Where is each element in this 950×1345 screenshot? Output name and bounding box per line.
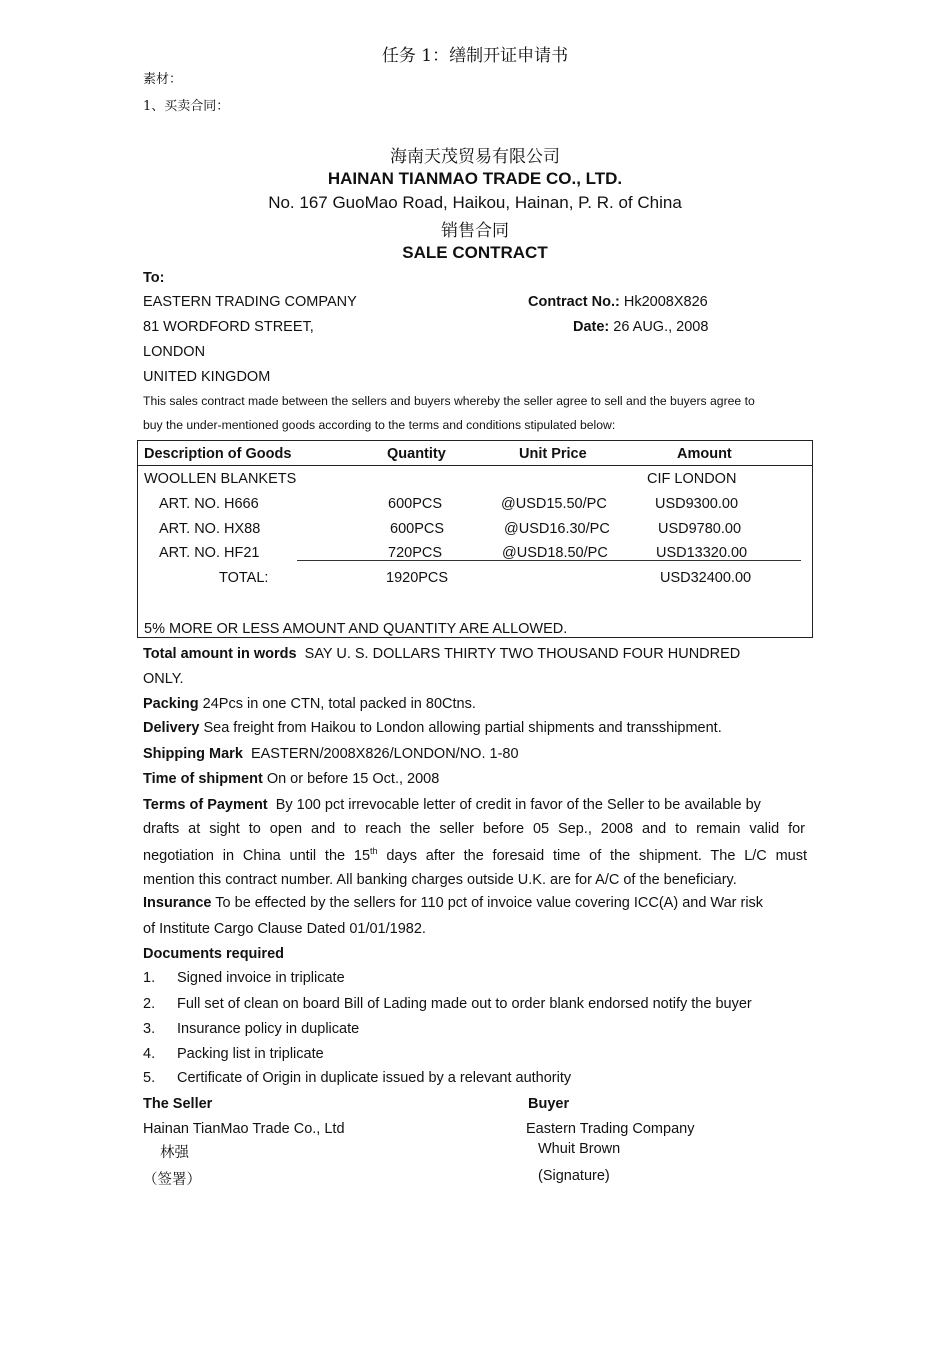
document-item-number: 1. — [143, 970, 156, 986]
payment-line: mention this contract number. All banking charges outside U.K. are for A/C of the beneficiary. — [143, 872, 737, 888]
goods-table — [137, 440, 813, 638]
contract-title-en: SALE CONTRACT — [402, 243, 548, 262]
header-amount: Amount — [677, 446, 732, 462]
packing-clause — [143, 696, 476, 712]
buyer-address-line: EASTERN TRADING COMPANY — [143, 294, 357, 310]
seller-label: The Seller — [143, 1096, 213, 1112]
buyer-signature-note: (Signature) — [538, 1168, 610, 1184]
payment-clause — [143, 797, 761, 813]
insurance-label: Insurance — [143, 895, 212, 911]
intro-line: This sales contract made between the sellers and buyers whereby the seller agree to sell and the buyers agree to — [143, 394, 755, 408]
document-item: Signed invoice in triplicate — [177, 970, 345, 986]
contract-no-label: Contract No.: — [528, 294, 620, 310]
tolerance-note: 5% MORE OR LESS AMOUNT AND QUANTITY ARE ALLOWED. — [144, 621, 568, 637]
document-item-number: 5. — [143, 1070, 156, 1086]
seller-signature-note: （签署） — [143, 1172, 201, 1188]
contract-title-cn: 销售合同 — [441, 221, 509, 241]
document-item: Full set of clean on board Bill of Lading made out to order blank endorsed notify the buyer — [177, 996, 752, 1012]
table-row-qty: 600PCS — [390, 521, 445, 537]
shipment-time-label: Time of shipment — [143, 771, 263, 787]
table-row-art: ART. NO. HX88 — [159, 521, 261, 537]
delivery-value: Sea freight from Haikou to London allowing partial shipments and transshipment. — [203, 720, 722, 736]
payment-line: drafts at sight to open and to reach the seller before 05 Sep., 2008 and to remain valid for — [143, 821, 805, 837]
shipping-mark-value: EASTERN/2008X826/LONDON/NO. 1-80 — [250, 746, 519, 762]
intro-line: buy the under-mentioned goods according to the terms and conditions stipulated below: — [143, 418, 616, 432]
packing-label: Packing — [143, 696, 199, 712]
date-value: 26 AUG., 2008 — [613, 319, 709, 335]
delivery-label: Delivery — [143, 720, 200, 736]
header-quantity: Quantity — [387, 446, 446, 462]
document-item: Insurance policy in duplicate — [177, 1021, 360, 1037]
total-amount: USD32400.00 — [660, 570, 752, 586]
company-name-cn: 海南天茂贸易有限公司 — [390, 147, 560, 167]
table-row-price: @USD15.50/PC — [501, 496, 607, 512]
table-row-price: @USD16.30/PC — [504, 521, 610, 537]
documents-heading: Documents required — [143, 946, 284, 962]
contract-no-value: Hk2008X826 — [623, 294, 708, 310]
shipment-time-value: On or before 15 Oct., 2008 — [266, 771, 440, 787]
buyer-label: Buyer — [528, 1096, 570, 1112]
total-label: TOTAL: — [219, 570, 269, 586]
packing-value: 24Pcs in one CTN, total packed in 80Ctns. — [202, 696, 476, 712]
buyer-signer: Whuit Brown — [538, 1141, 621, 1157]
shipping-mark-clause — [143, 746, 519, 762]
insurance-line: To be effected by the sellers for 110 pct of invoice value covering ICC(A) and War risk — [215, 895, 764, 911]
seller-signer: 林强 — [160, 1145, 189, 1161]
document-item: Certificate of Origin in duplicate issued by a relevant authority — [177, 1070, 572, 1086]
insurance-line: of Institute Cargo Clause Dated 01/01/1982. — [143, 921, 426, 937]
buyer-address-line: LONDON — [143, 344, 206, 360]
material-item: 1、买卖合同： — [143, 99, 230, 114]
buyer-address-line: UNITED KINGDOM — [143, 369, 271, 385]
table-row-amount: USD9300.00 — [655, 496, 739, 512]
total-words-label: Total amount in words — [143, 646, 297, 662]
insurance-clause — [143, 895, 763, 911]
table-row-price: @USD18.50/PC — [502, 545, 608, 561]
total-quantity: 1920PCS — [386, 570, 449, 586]
table-row-amount: USD9780.00 — [658, 521, 742, 537]
to-label: To: — [143, 270, 165, 286]
contract-number — [528, 294, 708, 310]
header-description: Description of Goods — [144, 446, 292, 462]
table-row-art: ART. NO. HF21 — [159, 545, 260, 561]
total-words-continued: ONLY. — [143, 671, 184, 687]
task-title: 任务 1：缮制开证申请书 — [381, 46, 569, 66]
document-item-number: 2. — [143, 996, 156, 1012]
document-item: Packing list in triplicate — [177, 1046, 324, 1062]
payment-line-part: negotiation in China until the 15 — [143, 847, 371, 864]
buyer-address-line: 81 WORDFORD STREET, — [143, 319, 314, 335]
document-item-number: 3. — [143, 1021, 156, 1037]
payment-line: By 100 pct irrevocable letter of credit in favor of the Seller to be available by — [275, 797, 761, 813]
product-name: WOOLLEN BLANKETS — [144, 471, 297, 487]
delivery-clause — [143, 720, 722, 736]
contract-date — [573, 319, 708, 335]
shipment-time-clause — [143, 771, 439, 787]
header-unit-price: Unit Price — [519, 446, 587, 462]
table-row-amount: USD13320.00 — [656, 545, 748, 561]
company-name-en: HAINAN TIANMAO TRADE CO., LTD. — [327, 169, 623, 188]
payment-line-part: days after the foresaid time of the shipment. The L/C must — [377, 847, 807, 864]
buyer-name: Eastern Trading Company — [526, 1121, 695, 1137]
seller-name: Hainan TianMao Trade Co., Ltd — [143, 1121, 345, 1137]
material-label: 素材： — [143, 72, 183, 87]
total-words-value: SAY U. S. DOLLARS THIRTY TWO THOUSAND FOUR HUNDRED — [304, 646, 741, 662]
payment-label: Terms of Payment — [143, 797, 268, 813]
total-in-words — [143, 646, 740, 662]
company-address: No. 167 GuoMao Road, Haikou, Hainan, P. R. of China — [268, 193, 682, 212]
shipping-mark-label: Shipping Mark — [143, 746, 243, 762]
table-row-qty: 600PCS — [388, 496, 443, 512]
table-row-art: ART. NO. H666 — [159, 496, 259, 512]
date-label: Date: — [573, 319, 610, 335]
payment-line-with-ordinal — [143, 846, 807, 864]
table-header-divider — [138, 465, 812, 466]
table-row-qty: 720PCS — [388, 545, 443, 561]
price-term: CIF LONDON — [647, 471, 737, 487]
ordinal-suffix: th — [370, 846, 378, 856]
document-item-number: 4. — [143, 1046, 156, 1062]
